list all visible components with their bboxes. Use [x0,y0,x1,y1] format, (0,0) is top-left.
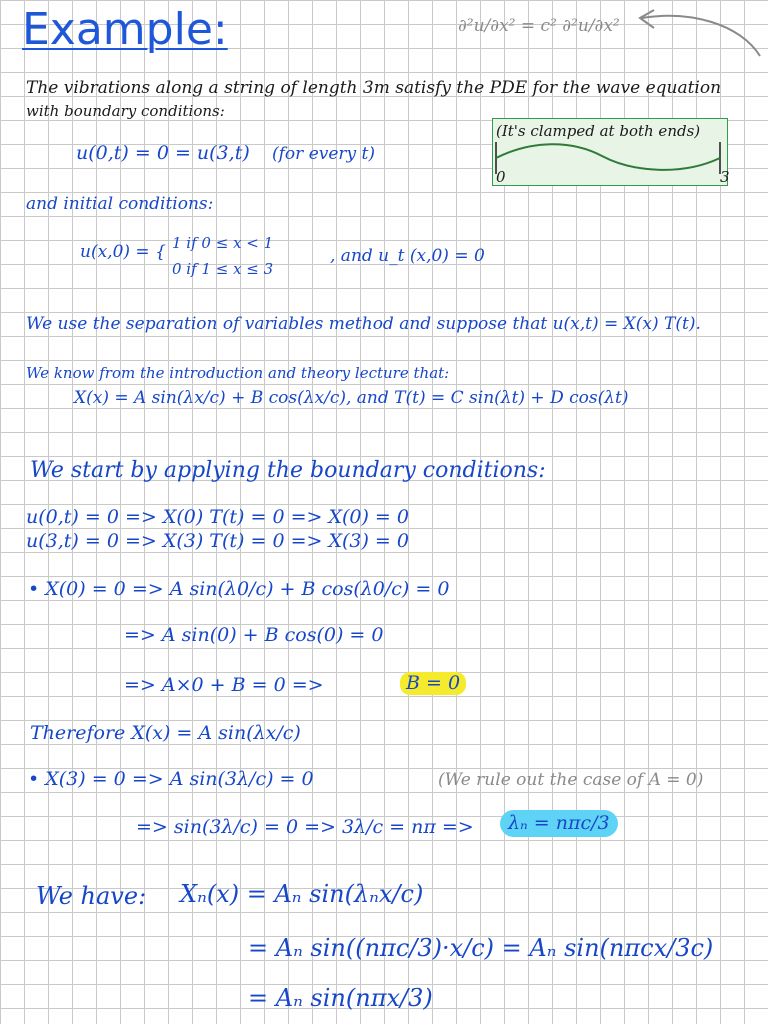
rule-out-note: (We rule out the case of A = 0) [438,770,704,790]
b-equals-zero-result: B = 0 [400,672,466,695]
general-solution: X(x) = A sin(λx/c) + B cos(λx/c), and T(t) = C sin(λt) + D cos(λt) [74,388,629,408]
diagram-label: (It's clamped at both ends) [496,122,701,140]
initial-velocity-condition: , and u_t (x,0) = 0 [330,246,485,266]
initial-condition-case-1: 1 if 0 ≤ x < 1 [172,234,274,252]
step-x0: • X(0) = 0 => A sin(λ0/c) + B cos(λ0/c) = 0 [28,578,450,600]
intro-line-1: The vibrations along a string of length 3m satisfy the PDE for the wave equation [26,78,722,98]
xn-line-2: = Aₙ sin((nπc/3)·x/c) = Aₙ sin(nπcx/3c) [248,934,714,962]
diagram-tick-left: 0 [496,168,506,186]
we-have-label: We have: [36,882,147,910]
step-sin-zero: => sin(3λ/c) = 0 => 3λ/c = nπ => [136,816,474,838]
boundary-row-2: u(3,t) = 0 => X(3) T(t) = 0 => X(3) = 0 [26,530,409,552]
intro-line-2: with boundary conditions: [26,102,225,120]
xn-line-1: Xₙ(x) = Aₙ sin(λₙx/c) [180,880,424,908]
lambda-result: λₙ = nπc/3 [500,810,618,837]
therefore-line: Therefore X(x) = A sin(λx/c) [30,722,301,744]
string-wave-icon [492,118,728,186]
arrow-icon [620,4,768,58]
xn-line-3: = Aₙ sin(nπx/3) [248,984,433,1012]
wave-equation-formula: ∂²u/∂x² = c² ∂²u/∂x² [458,16,620,36]
step-a-times-0: => A×0 + B = 0 => [124,674,324,696]
initial-condition-lhs: u(x,0) = { [80,242,166,262]
boundary-heading: We start by applying the boundary conditions: [30,458,546,483]
boundary-condition-note: (for every t) [272,144,376,164]
boundary-condition: u(0,t) = 0 = u(3,t) [76,142,250,164]
step-x3: • X(3) = 0 => A sin(3λ/c) = 0 [28,768,314,790]
method-line-1: We use the separation of variables method and suppose that u(x,t) = X(x) T(t). [26,314,701,334]
diagram-tick-right: 3 [720,168,730,186]
page-title: Example: [22,4,228,55]
initial-conditions-label: and initial conditions: [26,194,214,214]
initial-condition-case-2: 0 if 1 ≤ x ≤ 3 [172,260,274,278]
step-sin-cos: => A sin(0) + B cos(0) = 0 [124,624,384,646]
method-line-2: We know from the introduction and theory lecture that: [26,364,450,382]
boundary-row-1: u(0,t) = 0 => X(0) T(t) = 0 => X(0) = 0 [26,506,409,528]
